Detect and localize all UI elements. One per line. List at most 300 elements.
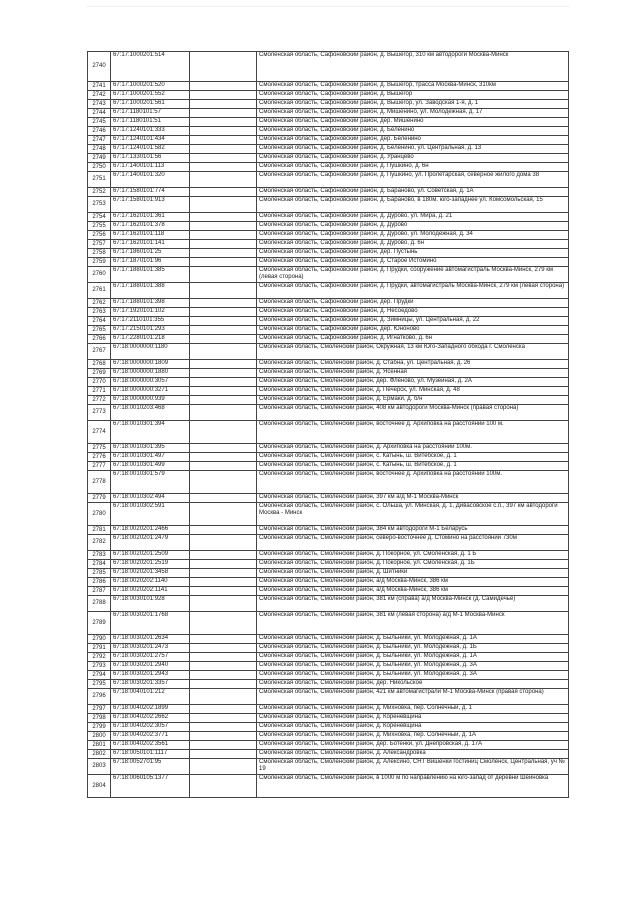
table-row	[88, 344, 569, 360]
table-row	[88, 188, 569, 197]
row-number: 2749	[88, 154, 111, 163]
empty-cell	[190, 462, 257, 471]
row-number: 2755	[88, 222, 111, 231]
table-row	[88, 653, 569, 662]
address-cell: Смоленская область, Смоленский район, д. Быльники, ул. Молодежная, д. 1Б	[257, 644, 569, 653]
cadastral-number: 67:18:0020201:2519	[111, 560, 190, 569]
address-cell: Смоленская область, Смоленский район, д. Александровка	[257, 750, 569, 759]
address-cell: Смоленская область, Сафоновский район, д. Несоедово	[257, 308, 569, 317]
address-cell: Смоленская область, Смоленский район, д. Быльники, ул. Молодежная, д. 1А	[257, 653, 569, 662]
address-cell: Смоленская область, Смоленский район, д. Ермаки, д. б/н	[257, 396, 569, 405]
table-row	[88, 462, 569, 471]
empty-cell	[190, 635, 257, 644]
table-body	[88, 52, 569, 798]
row-number: 2790	[88, 635, 111, 644]
table-row	[88, 741, 569, 750]
row-number: 2767	[88, 344, 111, 360]
row-number: 2758	[88, 249, 111, 258]
cadastral-number: 67:17:1620101:141	[111, 240, 190, 249]
row-number: 2762	[88, 299, 111, 308]
page-top-edge	[87, 6, 569, 7]
empty-cell	[190, 317, 257, 326]
table-row	[88, 82, 569, 91]
address-cell: Смоленская область, Сафоновский район, д. Игнатково, д. 6н	[257, 335, 569, 344]
table-row	[88, 578, 569, 587]
table-row	[88, 723, 569, 732]
cadastral-number: 67:18:0030201:2634	[111, 635, 190, 644]
row-number: 2773	[88, 405, 111, 421]
table-row	[88, 283, 569, 299]
empty-cell	[190, 750, 257, 759]
row-number: 2775	[88, 444, 111, 453]
table-row	[88, 317, 569, 326]
cadastral-number: 67:18:0010301:497	[111, 453, 190, 462]
address-cell: Смоленская область, Смоленский район, а/д Москва-Минск, 386 км	[257, 587, 569, 596]
cadastral-number: 67:18:0030201:2473	[111, 644, 190, 653]
table-row	[88, 369, 569, 378]
row-number: 2776	[88, 453, 111, 462]
row-number: 2780	[88, 503, 111, 526]
table-row	[88, 750, 569, 759]
row-number: 2742	[88, 91, 111, 100]
empty-cell	[190, 154, 257, 163]
empty-cell	[190, 578, 257, 587]
empty-cell	[190, 163, 257, 172]
cadastral-number: 67:18:0040202:3057	[111, 723, 190, 732]
cadastral-number: 67:18:0000000:939	[111, 396, 190, 405]
empty-cell	[190, 444, 257, 453]
cadastral-number: 67:17:1620101:361	[111, 213, 190, 222]
table-row	[88, 197, 569, 213]
cadastral-number: 67:18:0010301:395	[111, 444, 190, 453]
table-row	[88, 91, 569, 100]
address-cell: Смоленская область, Смоленский район, д. Ясенная	[257, 369, 569, 378]
cadastral-number: 67:17:1870101:96	[111, 258, 190, 267]
row-number: 2800	[88, 732, 111, 741]
cadastral-number: 67:18:0020201:2466	[111, 526, 190, 535]
row-number: 2804	[88, 775, 111, 798]
empty-cell	[190, 494, 257, 503]
cadastral-number: 67:18:0010301:579	[111, 471, 190, 494]
row-number: 2759	[88, 258, 111, 267]
cadastral-number: 67:17:1330101:56	[111, 154, 190, 163]
address-cell: Смоленская область, Смоленский район, д. Покорное, ул. Смоленская, д. 1 Б	[257, 551, 569, 560]
empty-cell	[190, 222, 257, 231]
table-row	[88, 145, 569, 154]
row-number: 2797	[88, 705, 111, 714]
cadastral-number: 67:18:0000000:3271	[111, 387, 190, 396]
address-cell: Смоленская область, Сафоновский район, дер. Пустынь	[257, 249, 569, 258]
row-number: 2785	[88, 569, 111, 578]
table-row	[88, 471, 569, 494]
table-row	[88, 249, 569, 258]
cadastral-number: 67:17:1240101:333	[111, 127, 190, 136]
table-row	[88, 335, 569, 344]
cadastral-number: 67:18:0020202:1141	[111, 587, 190, 596]
table-row	[88, 453, 569, 462]
empty-cell	[190, 723, 257, 732]
address-cell: Смоленская область, Смоленский район, 381 км (левая сторона) а/д М-1 Москва-Минск	[257, 612, 569, 635]
table-row	[88, 759, 569, 775]
table-row	[88, 118, 569, 127]
row-number: 2766	[88, 335, 111, 344]
row-number: 2754	[88, 213, 111, 222]
row-number: 2756	[88, 231, 111, 240]
empty-cell	[190, 136, 257, 145]
empty-cell	[190, 759, 257, 775]
address-cell: Смоленская область, Сафоновский район, д. Пушкино, ул. Пролетарская, северное жилого дома 38	[257, 172, 569, 188]
empty-cell	[190, 453, 257, 462]
empty-cell	[190, 249, 257, 258]
empty-cell	[190, 596, 257, 612]
address-cell: Смоленская область, Сафоновский район, д. Дурово	[257, 222, 569, 231]
empty-cell	[190, 644, 257, 653]
empty-cell	[190, 732, 257, 741]
empty-cell	[190, 680, 257, 689]
row-number: 2745	[88, 118, 111, 127]
row-number: 2799	[88, 723, 111, 732]
row-number: 2795	[88, 680, 111, 689]
address-cell: Смоленская область, Сафоновский район, дер. Беленино	[257, 136, 569, 145]
table-row	[88, 444, 569, 453]
row-number: 2750	[88, 163, 111, 172]
address-cell: Смоленская область, Смоленский район, 397 км а/д М-1 Москва-Минск	[257, 494, 569, 503]
table-row	[88, 267, 569, 283]
address-cell: Смоленская область, Смоленский район, д. Стабна, ул. Центральная, д. 26	[257, 360, 569, 369]
row-number: 2789	[88, 612, 111, 635]
table-row	[88, 299, 569, 308]
cadastral-number: 67:18:0000000:3057	[111, 378, 190, 387]
row-number: 2746	[88, 127, 111, 136]
cadastral-number: 67:18:0010302:591	[111, 503, 190, 526]
cadastral-number: 67:18:0030201:3357	[111, 680, 190, 689]
address-cell: Смоленская область, Смоленский район, д. Кореневщина	[257, 723, 569, 732]
table-row	[88, 714, 569, 723]
cadastral-number: 67:18:0040202:2662	[111, 714, 190, 723]
address-cell: Смоленская область, Смоленский район, дер. Никольское	[257, 680, 569, 689]
row-number: 2753	[88, 197, 111, 213]
empty-cell	[190, 378, 257, 387]
row-number: 2774	[88, 421, 111, 444]
empty-cell	[190, 421, 257, 444]
table-row	[88, 775, 569, 798]
empty-cell	[190, 503, 257, 526]
empty-cell	[190, 360, 257, 369]
table-row	[88, 662, 569, 671]
row-number: 2803	[88, 759, 111, 775]
table-row	[88, 396, 569, 405]
empty-cell	[190, 551, 257, 560]
row-number: 2740	[88, 52, 111, 82]
empty-cell	[190, 396, 257, 405]
empty-cell	[190, 671, 257, 680]
address-cell: Смоленская область, Сафоновский район, д. Беленино, ул. Центральная, д. 13	[257, 145, 569, 154]
address-cell: Смоленская область, Смоленский район, 381 км (справа) а/д Москва-Минск (д. Самидечье)	[257, 596, 569, 612]
empty-cell	[190, 91, 257, 100]
address-cell: Смоленская область, Смоленский район, 421 км автомагистрали М-1 Москва-Минск (правая сторона)	[257, 689, 569, 705]
table-row	[88, 326, 569, 335]
table-row	[88, 258, 569, 267]
address-cell: Смоленская область, Сафоновский район, дер. Прудки	[257, 299, 569, 308]
address-cell: Смоленская область, Смоленский район, а/д Москва-Минск, 386 км	[257, 578, 569, 587]
address-cell: Смоленская область, Смоленский район, д. Архиповка на расстоянии 100м.	[257, 444, 569, 453]
table-row	[88, 421, 569, 444]
cadastral-number: 67:17:1000201:552	[111, 91, 190, 100]
table-row	[88, 378, 569, 387]
cadastral-number: 67:18:0030101:928	[111, 596, 190, 612]
row-number: 2743	[88, 100, 111, 109]
empty-cell	[190, 109, 257, 118]
empty-cell	[190, 612, 257, 635]
empty-cell	[190, 714, 257, 723]
row-number: 2781	[88, 526, 111, 535]
cadastral-number: 67:17:1580101:913	[111, 197, 190, 213]
cadastral-number: 67:18:0020201:3458	[111, 569, 190, 578]
empty-cell	[190, 344, 257, 360]
row-number: 2788	[88, 596, 111, 612]
table-row	[88, 644, 569, 653]
empty-cell	[190, 741, 257, 750]
cadastral-number: 67:18:0000000:1880	[111, 369, 190, 378]
address-cell: Смоленская область, Смоленский район, дер. Флёново, ул. Музейная, д. 2А	[257, 378, 569, 387]
table-row	[88, 213, 569, 222]
cadastral-number: 67:17:1240101:434	[111, 136, 190, 145]
cadastral-number: 67:17:1880101:385	[111, 267, 190, 283]
table-row	[88, 612, 569, 635]
row-number: 2796	[88, 689, 111, 705]
row-number: 2764	[88, 317, 111, 326]
empty-cell	[190, 267, 257, 283]
empty-cell	[190, 775, 257, 798]
empty-cell	[190, 689, 257, 705]
empty-cell	[190, 283, 257, 299]
table-row	[88, 526, 569, 535]
address-cell: Смоленская область, Смоленский район, с. Ольша, ул. Минская, д. 1, Дивасовское с.п., 397 км автодороги Москва - Минск	[257, 503, 569, 526]
table-row	[88, 689, 569, 705]
address-cell: Смоленская область, Сафоновский район, д. Пушкино, д. 6н	[257, 163, 569, 172]
table-row	[88, 163, 569, 172]
cadastral-number: 67:17:1000201:514	[111, 52, 190, 82]
row-number: 2768	[88, 360, 111, 369]
address-cell: Смоленская область, Сафоновский район, д. Прудки, сооружение автомагистраль Москва-Минск, 279 км (левая сторона)	[257, 267, 569, 283]
empty-cell	[190, 405, 257, 421]
cadastral-number: 67:17:2150101:293	[111, 326, 190, 335]
table-row	[88, 587, 569, 596]
row-number: 2798	[88, 714, 111, 723]
table-row	[88, 154, 569, 163]
cadastral-number: 67:17:1240101:582	[111, 145, 190, 154]
row-number: 2777	[88, 462, 111, 471]
cadastral-number: 67:17:1000201:520	[111, 82, 190, 91]
address-cell: Смоленская область, Смоленский район, с. Катынь, ш. Витебское, д. 1	[257, 462, 569, 471]
address-cell: Смоленская область, Сафоновский район, д. Вышегор, ул. Заводская 1-я, д. 1	[257, 100, 569, 109]
address-cell: Смоленская область, Сафоновский район, д. Дурово, ул. Молодежная, д. 34	[257, 231, 569, 240]
address-cell: Смоленская область, Смоленский район, дер. Ботенки, ул. Днепровская, д. 17А	[257, 741, 569, 750]
address-cell: Смоленская область, Сафоновский район, д. Вышегор, 310 км автодороги Москва-Минск	[257, 52, 569, 82]
address-cell: Смоленская область, Смоленский район, д. Михновка, пер. Солнечный, д. 1А	[257, 732, 569, 741]
cadastral-number: 67:18:0040202:3771	[111, 732, 190, 741]
cadastral-number: 67:18:0050101:1117	[111, 750, 190, 759]
empty-cell	[190, 197, 257, 213]
empty-cell	[190, 560, 257, 569]
cadastral-number: 67:17:1400101:113	[111, 163, 190, 172]
address-cell: Смоленская область, Смоленский район, д. Печерск, ул. Минская, д. 48	[257, 387, 569, 396]
table-row	[88, 569, 569, 578]
row-number: 2772	[88, 396, 111, 405]
address-cell: Смоленская область, Сафоновский район, д. Дурово, ул. Мира, д. 21	[257, 213, 569, 222]
cadastral-number: 67:18:0052701:95	[111, 759, 190, 775]
cadastral-number: 67:17:1620101:378	[111, 222, 190, 231]
empty-cell	[190, 705, 257, 714]
empty-cell	[190, 387, 257, 396]
cadastral-number: 67:17:1000201:561	[111, 100, 190, 109]
row-number: 2791	[88, 644, 111, 653]
table-row	[88, 560, 569, 569]
table-row	[88, 231, 569, 240]
table-row	[88, 635, 569, 644]
empty-cell	[190, 82, 257, 91]
row-number: 2779	[88, 494, 111, 503]
cadastral-number: 67:17:1180101:51	[111, 118, 190, 127]
row-number: 2794	[88, 671, 111, 680]
row-number: 2784	[88, 560, 111, 569]
address-cell: Смоленская область, Смоленский район, северо-восточнее д. Стомино на расстоянии 730м	[257, 535, 569, 551]
cadastral-number: 67:18:0060105:1377	[111, 775, 190, 798]
cadastral-number: 67:17:1580101:774	[111, 188, 190, 197]
cadastral-number: 67:18:0020202:1140	[111, 578, 190, 587]
address-cell: Смоленская область, Сафоновский район, дер. Юноново	[257, 326, 569, 335]
cadastral-number: 67:17:1880101:398	[111, 299, 190, 308]
table-row	[88, 705, 569, 714]
table-row	[88, 240, 569, 249]
empty-cell	[190, 240, 257, 249]
row-number: 2783	[88, 551, 111, 560]
row-number: 2801	[88, 741, 111, 750]
empty-cell	[190, 188, 257, 197]
address-cell: Смоленская область, Сафоновский район, д. Зимницы, ул. Центральная, д. 22	[257, 317, 569, 326]
address-cell: Смоленская область, Сафоновский район, д. Старое Истомино	[257, 258, 569, 267]
table-row	[88, 360, 569, 369]
address-cell: Смоленская область, Сафоновский район, д. Прудки, автомагистраль Москва-Минск, 279 км (левая сторона)	[257, 283, 569, 299]
table-row	[88, 596, 569, 612]
empty-cell	[190, 526, 257, 535]
empty-cell	[190, 231, 257, 240]
empty-cell	[190, 258, 257, 267]
cadastral-number: 67:18:0010301:394	[111, 421, 190, 444]
table-row	[88, 100, 569, 109]
address-cell: Смоленская область, Смоленский район, Окружная, 13 км Юго-Западного обхода г. Смоленска	[257, 344, 569, 360]
address-cell: Смоленская область, Смоленский район, в 1000 м по направлению на юго-запад от деревни Шейновка	[257, 775, 569, 798]
cadastral-number: 67:17:2110101:355	[111, 317, 190, 326]
empty-cell	[190, 335, 257, 344]
empty-cell	[190, 662, 257, 671]
row-number: 2763	[88, 308, 111, 317]
empty-cell	[190, 535, 257, 551]
row-number: 2778	[88, 471, 111, 494]
cadastral-number: 67:18:0010203:468	[111, 405, 190, 421]
row-number: 2765	[88, 326, 111, 335]
cadastral-number: 67:18:0000000:1180	[111, 344, 190, 360]
cadastral-number: 67:18:0020201:2509	[111, 551, 190, 560]
row-number: 2786	[88, 578, 111, 587]
empty-cell	[190, 369, 257, 378]
empty-cell	[190, 127, 257, 136]
row-number: 2792	[88, 653, 111, 662]
address-cell: Смоленская область, Сафоновский район, д. Бараново, ул. Советская, д. 1А	[257, 188, 569, 197]
row-number: 2751	[88, 172, 111, 188]
cadastral-number: 67:17:2280101:218	[111, 335, 190, 344]
table-row	[88, 136, 569, 145]
address-cell: Смоленская область, Сафоновский район, д. Вышегор, трасса Москва-Минск, 310км	[257, 82, 569, 91]
row-number: 2748	[88, 145, 111, 154]
address-cell: Смоленская область, Смоленский район, с. Катынь, ш. Витебское, д. 1	[257, 453, 569, 462]
table-row	[88, 387, 569, 396]
cadastral-table-page	[87, 51, 569, 798]
cadastral-number: 67:17:1180101:57	[111, 109, 190, 118]
address-cell: Смоленская область, Смоленский район, д. Быльники, ул. Молодежная, д. 3А	[257, 671, 569, 680]
table-row	[88, 52, 569, 82]
row-number: 2741	[88, 82, 111, 91]
row-number: 2752	[88, 188, 111, 197]
address-cell: Смоленская область, Смоленский район, д. Шитники	[257, 569, 569, 578]
cadastral-number: 67:18:0000000:1809	[111, 360, 190, 369]
cadastral-number: 67:18:0010301:499	[111, 462, 190, 471]
row-number: 2802	[88, 750, 111, 759]
cadastral-number: 67:18:0030201:1768	[111, 612, 190, 635]
table-row	[88, 732, 569, 741]
empty-cell	[190, 326, 257, 335]
address-cell: Смоленская область, Смоленский район, д. Быльники, ул. Молодежная, д. 3А	[257, 662, 569, 671]
cadastral-number: 67:18:0030201:2943	[111, 671, 190, 680]
address-cell: Смоленская область, Сафоновский район, д. Дурово, д. 6н	[257, 240, 569, 249]
empty-cell	[190, 471, 257, 494]
table-row	[88, 671, 569, 680]
row-number: 2787	[88, 587, 111, 596]
row-number: 2747	[88, 136, 111, 145]
address-cell: Смоленская область, Смоленский район, д. Быльники, ул. Молодежная, д. 1А	[257, 635, 569, 644]
address-cell: Смоленская область, Смоленский район, д. Кореневщина	[257, 714, 569, 723]
row-number: 2757	[88, 240, 111, 249]
row-number: 2793	[88, 662, 111, 671]
empty-cell	[190, 172, 257, 188]
table-row	[88, 551, 569, 560]
table-row	[88, 172, 569, 188]
cadastral-number: 67:18:0020201:2479	[111, 535, 190, 551]
table-row	[88, 109, 569, 118]
empty-cell	[190, 587, 257, 596]
table-row	[88, 535, 569, 551]
table-row	[88, 680, 569, 689]
cadastral-number: 67:18:0040101:212	[111, 689, 190, 705]
empty-cell	[190, 118, 257, 127]
row-number: 2771	[88, 387, 111, 396]
address-cell: Смоленская область, Сафоновский район, дер. Мишенино	[257, 118, 569, 127]
table-row	[88, 222, 569, 231]
cadastral-number: 67:17:1400101:320	[111, 172, 190, 188]
table-row	[88, 503, 569, 526]
table-row	[88, 308, 569, 317]
cadastral-table	[87, 51, 569, 798]
address-cell: Смоленская область, Смоленский район, 408 км автодороги Москва-Минск (правая сторона)	[257, 405, 569, 421]
empty-cell	[190, 569, 257, 578]
empty-cell	[190, 213, 257, 222]
row-number: 2770	[88, 378, 111, 387]
address-cell: Смоленская область, Смоленский район, д. Алексино, СНТ Вишенки гостиниц Смоленск, Центральная, уч № 19	[257, 759, 569, 775]
address-cell: Смоленская область, Сафоновский район, д. Уранцево	[257, 154, 569, 163]
row-number: 2769	[88, 369, 111, 378]
address-cell: Смоленская область, Смоленский район, д. Михновка, пер. Солнечный, д. 1	[257, 705, 569, 714]
table-row	[88, 494, 569, 503]
